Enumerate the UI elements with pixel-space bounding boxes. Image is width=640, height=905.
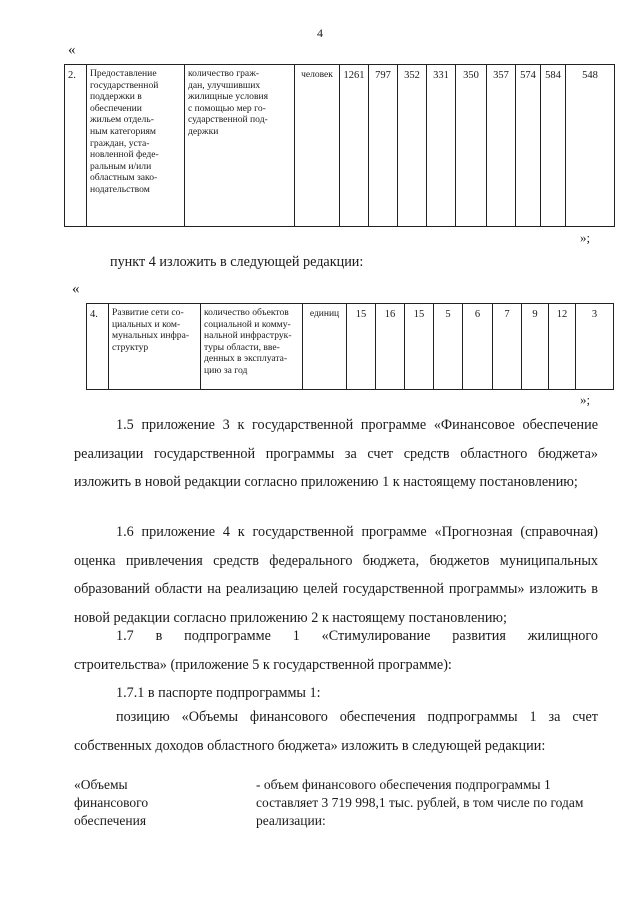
value-cell: 5 [434,304,463,390]
value-cell: 16 [376,304,405,390]
open-quote: « [68,42,76,58]
value-cell: 15 [347,304,376,390]
paragraph-1-6: 1.6 приложение 4 к государственной программе «Прогнозная (справочная) оценка привлечения средств федерального бюджета, бюджетов муниципальных образований области на реализацию целей государственной программы» изложить в новой редакции согласно приложению 2 к настоящему постановлению; [74,524,598,626]
value-cell: 357 [487,65,516,227]
value-cell: 6 [463,304,493,390]
paragraph-1-7-line1: 1.7 в подпрограмме 1 «Стимулирование развития жилищного [116,628,598,644]
row-index: 4. [87,304,109,390]
value-cell: 1261 [340,65,369,227]
page-number: 4 [317,26,323,40]
table-end-quote: »; [580,392,591,407]
value-cell: 584 [541,65,566,227]
row-indicator: количество граж- дан, улучшивших жилищные условия с помощью мер го- сударственной под- держки [185,65,295,227]
row-name: Предоставление государственной поддержки в обеспечении жильем отдель- ным категориям граждан, уста- новленной феде- ральным и/или областным зако- нодательством [87,65,185,227]
value-cell: 331 [427,65,456,227]
table-row-4 [86,303,614,390]
row-unit: единиц [303,304,347,390]
value-cell: 15 [405,304,434,390]
value-cell: 12 [549,304,576,390]
volumes-label: «Объемы финансового обеспечения [74,777,149,828]
paragraph-1-5: 1.5 приложение 3 к государственной программе «Финансовое обеспечение реализации государственной программы за счет средств областного бюджета» изложить в новой редакции согласно приложению 1 к настоящему постановлению; [74,417,598,490]
value-cell: 797 [369,65,398,227]
value-cell: 7 [493,304,522,390]
value-cell: 350 [456,65,487,227]
volumes-text: - объем финансового обеспечения подпрограммы 1 составляет 3 719 998,1 тыс. рублей, в том числе по годам реализации: [256,777,584,828]
paragraph-1-7-1: 1.7.1 в паспорте подпрограммы 1: [116,685,321,701]
value-cell: 548 [566,65,615,227]
paragraph-1-7-line2: строительства» (приложение 5 к государственной программе): [74,657,452,673]
value-cell: 3 [576,304,614,390]
table-end-quote: »; [580,230,591,245]
row-unit: человек [295,65,340,227]
value-cell: 574 [516,65,541,227]
paragraph-position: позицию «Объемы финансового обеспечения подпрограммы 1 за счет собственных доходов областного бюджета» изложить в следующей редакции: [74,709,598,754]
open-quote: « [72,281,80,297]
value-cell: 9 [522,304,549,390]
paragraph-point4: пункт 4 изложить в следующей редакции: [110,254,364,270]
table-row-2 [64,64,615,227]
row-index: 2. [65,65,87,227]
row-name: Развитие сети со- циальных и ком- мунальных инфра- структур [109,304,201,390]
row-indicator: количество объектов социальной и комму- нальной инфраструк- туры области, вве- денных в эксплуата- цию за год [201,304,303,390]
value-cell: 352 [398,65,427,227]
